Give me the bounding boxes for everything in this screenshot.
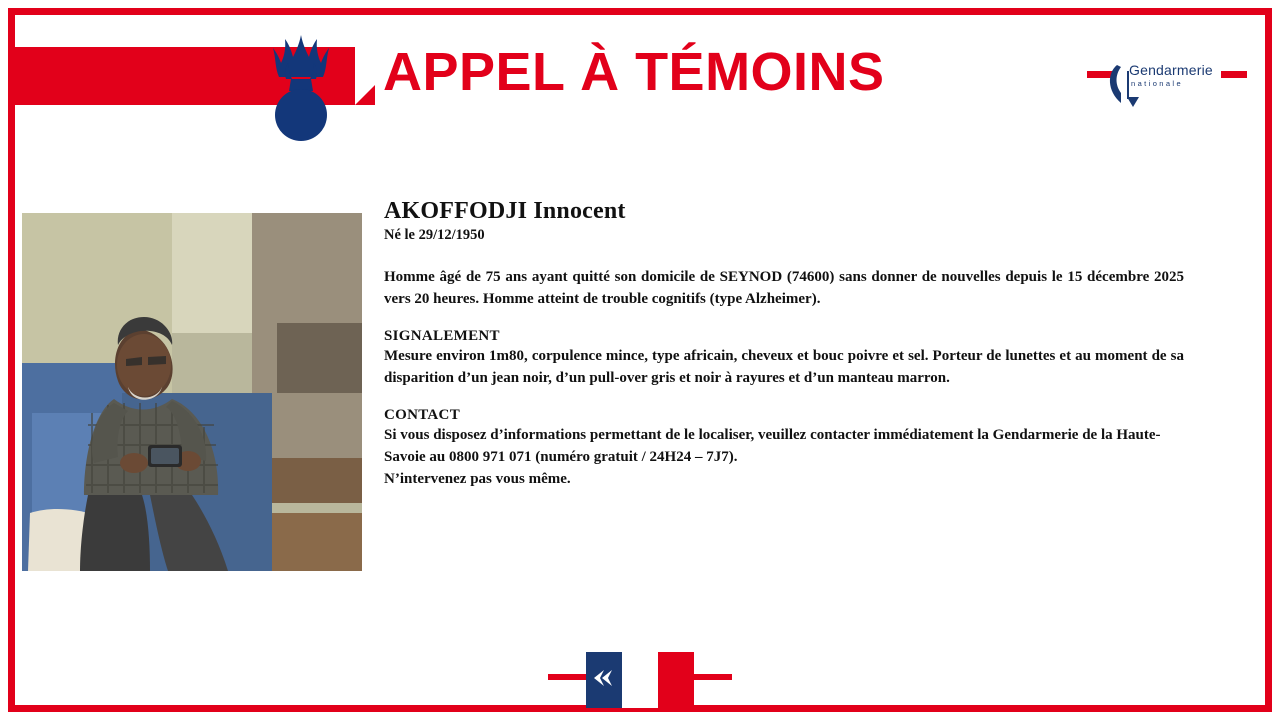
logo-line-1: Gendarmerie [1129, 62, 1213, 78]
section-text-contact-warning: N’intervenez pas vous même. [384, 471, 571, 487]
logo-line-2: nationale [1131, 79, 1184, 88]
border-right [1265, 8, 1272, 712]
footer-rule-left [548, 674, 586, 680]
section-title-signalement: SIGNALEMENT [384, 328, 500, 344]
case-summary: Homme âgé de 75 ans ayant quitté son domicile de SEYNOD (74600) sans donner de nouvelles depuis le 15 décembre 2025 vers 20 heures. Homme atteint de trouble cognitifs (type Alzheimer). [384, 269, 1184, 307]
section-text-contact: Si vous disposez d’informations permettant de le localiser, veuillez contacter immédiatement la Gendarmerie de la Haute-Savoie au 0800 971 071 (numéro gratuit / 24H24 – 7J7). [384, 427, 1161, 465]
logo-wordmark [1129, 63, 1213, 89]
page-title: APPEL À TÉMOINS [383, 42, 885, 102]
person-photo-illustration [22, 213, 362, 571]
gendarmerie-nationale-logo [1087, 57, 1247, 109]
border-left [8, 8, 15, 712]
border-top [8, 8, 1272, 15]
poster-header [15, 15, 1265, 140]
section-title-contact: CONTACT [384, 407, 460, 423]
person-photo [22, 213, 362, 571]
section-text-signalement: Mesure environ 1m80, corpulence mince, type africain, cheveux et bouc poivre et sel. Porteur de lunettes et au moment de sa disparition d’un jean noir, d’un pull-over gris et noir à rayures et d’un manteau marron. [384, 348, 1184, 386]
footer-rule-right [694, 674, 732, 680]
gendarmerie-grenade-icon [255, 33, 347, 145]
person-birthdate: Né le 29/12/1950 [384, 227, 485, 243]
marianne-logo-icon [586, 652, 694, 708]
person-name: AKOFFODJI Innocent [384, 198, 626, 224]
poster-content [384, 198, 1184, 508]
poster-footer [0, 652, 1280, 712]
